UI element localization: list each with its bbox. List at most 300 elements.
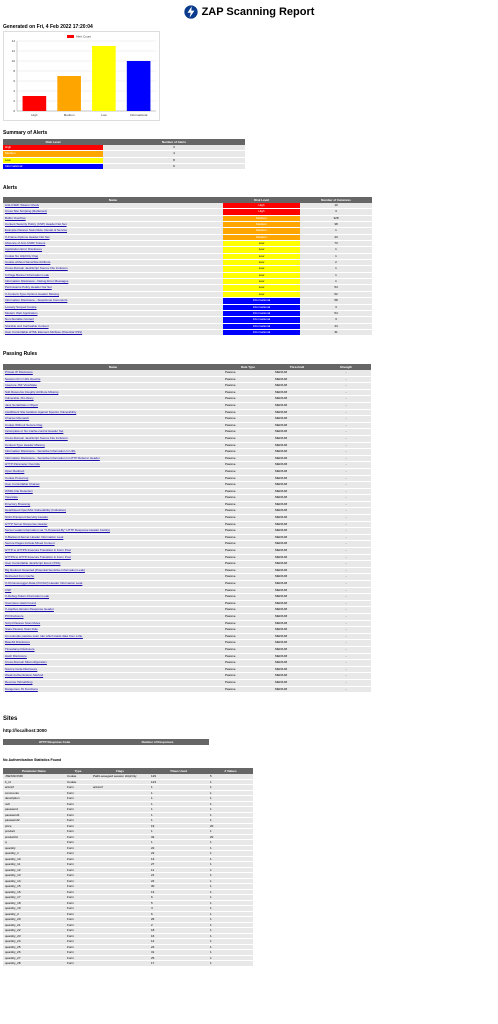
rule-type-cell: Passive	[223, 370, 273, 376]
rule-strength-cell: -	[321, 376, 371, 383]
rule-threshold-cell: MEDIUM	[273, 376, 321, 383]
rule-type-cell: Passive	[223, 673, 273, 680]
rule-strength-cell: -	[321, 554, 371, 561]
rule-type-cell: Passive	[223, 515, 273, 522]
rule-name-link[interactable]: Java Serialization Object	[3, 402, 223, 409]
rule-name-link[interactable]: Heartbleed OpenSSL Vulnerability (Indicative)	[3, 508, 223, 515]
param-values-cell: 1	[208, 884, 253, 890]
rule-strength-cell: -	[321, 475, 371, 482]
param-values-cell: 1	[208, 856, 253, 862]
rule-threshold-cell: MEDIUM	[273, 673, 321, 680]
param-values-cell: 1	[208, 801, 253, 807]
rule-name-link[interactable]: Sub Resource Integrity Attribute Missing	[3, 389, 223, 396]
rule-strength-cell: -	[321, 686, 371, 693]
rule-name-link[interactable]: Strict-Transport-Security Header	[3, 515, 223, 522]
rule-strength-cell: -	[321, 600, 371, 607]
rule-strength-cell: -	[321, 488, 371, 495]
risk-level-cell: Informational	[3, 164, 103, 170]
alert-risk-cell: Medium	[223, 228, 300, 234]
alert-name-link[interactable]: Buffer Overflow	[3, 215, 223, 221]
passing-rule-row	[3, 640, 371, 647]
param-name-cell: quantity_17	[3, 895, 65, 901]
rule-name-link[interactable]: X-Backend-Server Header Information Leak	[3, 534, 223, 541]
rule-name-link[interactable]: Cross-Domain JavaScript Source File Inclusion	[3, 435, 223, 442]
rule-threshold-cell: MEDIUM	[273, 449, 321, 456]
rule-name-link[interactable]: Hash Disclosure	[3, 653, 223, 660]
rule-threshold-cell: MEDIUM	[273, 561, 321, 568]
rule-type-cell: Passive	[223, 435, 273, 442]
param-type-cell: Form	[65, 845, 91, 851]
passing-rules-heading: Passing Rules	[3, 351, 38, 357]
rule-name-link[interactable]: Charset Mismatch	[3, 416, 223, 423]
rule-strength-cell: -	[321, 468, 371, 475]
rule-name-link[interactable]: Cookie Poisoning	[3, 475, 223, 482]
rule-name-link[interactable]: Base64 Disclosure	[3, 640, 223, 647]
generated-date: Generated on Fri, 4 Feb 2022 17:20:04	[3, 24, 93, 30]
rule-type-cell: Passive	[223, 653, 273, 660]
alert-name-link[interactable]: Anti-CSRF Tokens Check	[3, 203, 223, 209]
passing-rule-row	[3, 633, 371, 640]
alert-risk-cell: Informational	[223, 329, 300, 335]
passing-rule-row	[3, 607, 371, 614]
alerts-col-name: Name	[3, 197, 223, 203]
param-type-cell: Form	[65, 961, 91, 967]
rule-strength-cell: -	[321, 541, 371, 548]
alert-name-link[interactable]: Cross Site Scripting (Reflected)	[3, 209, 223, 215]
rule-type-cell: Passive	[223, 416, 273, 423]
param-times-used-cell: 18	[149, 928, 208, 934]
param-name-cell: b_id	[3, 779, 65, 785]
rule-name-link[interactable]: Incomplete or No Cache-control Header Set	[3, 429, 223, 436]
site-url: http://localhost:3000	[3, 728, 47, 733]
summary-col-risk: Risk Level	[3, 139, 103, 145]
rule-name-link[interactable]: CSP	[3, 587, 223, 594]
alert-name-link[interactable]: Information Disclosure - Suspicious Comments	[3, 298, 223, 304]
rule-type-cell: Passive	[223, 666, 273, 673]
alert-name-link[interactable]: Loosely Scoped Cookie	[3, 304, 223, 310]
rule-name-link[interactable]: Source Code Disclosure	[3, 666, 223, 673]
rule-name-link[interactable]: An example passive scan rule which loads data from a file.	[3, 633, 223, 640]
rule-name-link[interactable]: HTTP Server Response Header	[3, 521, 223, 528]
rule-name-link[interactable]: User Controllable JavaScript Event (XSS)	[3, 561, 223, 568]
alert-risk-cell: Low	[223, 291, 300, 297]
param-times-used-cell: 19	[149, 823, 208, 829]
rule-threshold-cell: MEDIUM	[273, 600, 321, 607]
rule-name-link[interactable]: PII Disclosure	[3, 613, 223, 620]
rule-strength-cell: -	[321, 383, 371, 390]
param-type-cell: Form	[65, 867, 91, 873]
rule-type-cell: Passive	[223, 383, 273, 390]
rule-threshold-cell: MEDIUM	[273, 370, 321, 376]
alert-count-chart	[3, 31, 160, 121]
rule-strength-cell: -	[321, 449, 371, 456]
rule-threshold-cell: MEDIUM	[273, 402, 321, 409]
y-tick-label: 10	[11, 59, 15, 63]
rule-type-cell: Passive	[223, 646, 273, 653]
rule-strength-cell: -	[321, 633, 371, 640]
rule-threshold-cell: MEDIUM	[273, 554, 321, 561]
params-col-used: Times Used	[149, 768, 208, 774]
param-values-cell: 20	[208, 823, 253, 829]
param-name-cell: quantity_23	[3, 933, 65, 939]
y-tick-label: 14	[11, 39, 15, 43]
param-name-cell: quantity_19	[3, 906, 65, 912]
x-tick-label: High	[31, 113, 38, 117]
rule-threshold-cell: MEDIUM	[273, 409, 321, 416]
param-type-cell: Form	[65, 812, 91, 818]
rule-name-link[interactable]: Server Leaks Information via "X-Powered-By" HTTP Response Header Field(s)	[3, 528, 223, 535]
passing-rule-row	[3, 679, 371, 686]
rule-name-link[interactable]: Cookie Without Secure Flag	[3, 422, 223, 429]
rule-threshold-cell: MEDIUM	[273, 613, 321, 620]
param-values-cell: 1	[208, 961, 253, 967]
param-times-used-cell: 2	[149, 922, 208, 928]
alert-instances-cell: 44	[300, 323, 372, 329]
rule-strength-cell: -	[321, 416, 371, 423]
rule-name-link[interactable]: HTTPS to HTTP Insecure Transition in Form Post	[3, 554, 223, 561]
response-col-code: HTTP Response Code	[3, 739, 106, 745]
passing-rule-row	[3, 541, 371, 548]
alert-risk-cell: High	[223, 203, 300, 209]
alert-instances-cell: 58	[300, 298, 372, 304]
rule-threshold-cell: MEDIUM	[273, 508, 321, 515]
passing-rule-row	[3, 587, 371, 594]
rule-type-cell: Passive	[223, 462, 273, 469]
rule-strength-cell: -	[321, 396, 371, 403]
param-name-cell: price	[3, 823, 65, 829]
alert-risk-cell: Medium	[223, 234, 300, 240]
param-values-cell: 1	[208, 862, 253, 868]
zap-logo-icon	[184, 5, 198, 19]
rule-strength-cell: -	[321, 508, 371, 515]
param-name-cell: quantity_16	[3, 889, 65, 895]
param-type-cell: Form	[65, 851, 91, 857]
alert-name-link[interactable]: Cookie without SameSite Attribute	[3, 260, 223, 266]
param-type-cell: Form	[65, 917, 91, 923]
param-values-cell: 1	[208, 917, 253, 923]
alert-risk-cell: High	[223, 209, 300, 215]
alert-name-link[interactable]: X-Content-Type-Options Header Missing	[3, 291, 223, 297]
alert-name-link[interactable]: Content Security Policy (CSP) Header Not Set	[3, 222, 223, 228]
param-values-cell: 1	[208, 889, 253, 895]
rule-name-link[interactable]: Information Disclosure - Sensitive Information in URL	[3, 449, 223, 456]
param-name-cell: q	[3, 840, 65, 846]
rule-strength-cell: -	[321, 620, 371, 627]
alert-instances-cell: 3	[300, 304, 372, 310]
alert-instances-cell: 1	[300, 272, 372, 278]
param-values-cell: 1	[208, 895, 253, 901]
param-values-cell: 1	[208, 796, 253, 802]
rule-threshold-cell: MEDIUM	[273, 633, 321, 640]
param-name-cell: quantity_28	[3, 961, 65, 967]
rule-name-link[interactable]: HTTP Parameter Override	[3, 462, 223, 469]
passing-rule-row	[3, 462, 371, 469]
alert-instances-cell: 1	[300, 247, 372, 253]
alert-name-link[interactable]: Cookie No HttpOnly Flag	[3, 253, 223, 259]
alert-instances-cell: 54	[300, 310, 372, 316]
rule-type-cell: Passive	[223, 620, 273, 627]
rule-name-link[interactable]: Session ID in URL Rewrite	[3, 376, 223, 383]
param-name-cell: quantity_1	[3, 851, 65, 857]
rule-name-link[interactable]: HTTP to HTTPS Insecure Transition in Form Post	[3, 548, 223, 555]
rule-type-cell: Passive	[223, 501, 273, 508]
param-type-cell: Cookie	[65, 779, 91, 785]
alert-risk-cell: Low	[223, 279, 300, 285]
alert-name-link[interactable]: Permissions Policy Header Not Set	[3, 285, 223, 291]
rule-threshold-cell: MEDIUM	[273, 640, 321, 647]
rule-name-link[interactable]: Content-Type Header Missing	[3, 442, 223, 449]
parameter-row	[3, 961, 253, 967]
alert-count-cell: 4	[103, 151, 245, 157]
param-type-cell: Form	[65, 807, 91, 813]
rule-type-cell: Passive	[223, 640, 273, 647]
alert-risk-cell: Low	[223, 266, 300, 272]
rule-threshold-cell: MEDIUM	[273, 607, 321, 614]
rule-type-cell: Passive	[223, 396, 273, 403]
alert-name-link[interactable]: Example Passive Scan Rule: Denial of Service	[3, 228, 223, 234]
rule-type-cell: Passive	[223, 521, 273, 528]
param-times-used-cell: 17	[149, 961, 208, 967]
param-type-cell: Form	[65, 884, 91, 890]
param-type-cell: Form	[65, 801, 91, 807]
passing-rule-row	[3, 594, 371, 601]
param-type-cell: Form	[65, 873, 91, 879]
rule-strength-cell: -	[321, 501, 371, 508]
rule-threshold-cell: MEDIUM	[273, 521, 321, 528]
passing-rule-row	[3, 515, 371, 522]
rule-threshold-cell: MEDIUM	[273, 488, 321, 495]
chart-bar	[57, 76, 81, 111]
alert-instances-cell: 328	[300, 215, 372, 221]
alert-instances-cell: 1	[300, 279, 372, 285]
param-flags-cell: anticsrf	[91, 785, 149, 791]
alert-name-link[interactable]: Application Error Disclosure	[3, 247, 223, 253]
param-values-cell: 1	[208, 851, 253, 857]
param-times-used-cell: 6	[149, 895, 208, 901]
param-values-cell: 1	[208, 955, 253, 961]
alert-risk-cell: Informational	[223, 323, 300, 329]
alert-name-link[interactable]: X-Frame-Options Header Not Set	[3, 234, 223, 240]
alert-name-link[interactable]: Storable and Cacheable Content	[3, 323, 223, 329]
param-name-cell: product	[3, 829, 65, 835]
passing-rule-row	[3, 567, 371, 574]
param-times-used-cell: 21	[149, 873, 208, 879]
param-values-cell: 1	[208, 906, 253, 912]
param-name-cell: quantity_26	[3, 950, 65, 956]
rule-threshold-cell: MEDIUM	[273, 541, 321, 548]
param-type-cell: Form	[65, 796, 91, 802]
rule-type-cell: Passive	[223, 600, 273, 607]
rule-threshold-cell: MEDIUM	[273, 587, 321, 594]
rule-type-cell: Passive	[223, 422, 273, 429]
param-type-cell: Form	[65, 944, 91, 950]
alert-risk-cell: Informational	[223, 317, 300, 323]
param-times-used-cell: 22	[149, 851, 208, 857]
param-times-used-cell: 5	[149, 900, 208, 906]
rule-type-cell: Passive	[223, 528, 273, 535]
rule-name-link[interactable]: Insecure JSF ViewState	[3, 383, 223, 390]
rule-name-link[interactable]: Script Passive Scan Rules	[3, 620, 223, 627]
rule-strength-cell: -	[321, 561, 371, 568]
rule-strength-cell: -	[321, 370, 371, 376]
no-auth-message: No Authentication Statistics Found	[3, 758, 62, 762]
alert-name-link[interactable]: Cross-Domain JavaScript Source File Inclusion	[3, 266, 223, 272]
param-values-cell: 1	[208, 878, 253, 884]
alert-name-link[interactable]: Absence of Anti-CSRF Tokens	[3, 241, 223, 247]
passing-rule-row	[3, 521, 371, 528]
rule-name-link[interactable]: Insufficient Site Isolation Against Spectre Vulnerability	[3, 409, 223, 416]
rule-strength-cell: -	[321, 442, 371, 449]
param-times-used-cell: 4	[149, 906, 208, 912]
alerts-heading: Alerts	[3, 185, 18, 191]
param-times-used-cell: 32	[149, 834, 208, 840]
param-times-used-cell: 129	[149, 774, 208, 779]
rule-strength-cell: -	[321, 646, 371, 653]
passing-col-strength: Strength	[321, 364, 371, 370]
rule-name-link[interactable]: Vulnerable JS Library	[3, 396, 223, 403]
rule-type-cell: Passive	[223, 475, 273, 482]
rule-name-link[interactable]: Open Redirect	[3, 468, 223, 475]
rule-strength-cell: -	[321, 567, 371, 574]
rule-name-link[interactable]: Secure Pages Include Mixed Content	[3, 541, 223, 548]
rule-threshold-cell: MEDIUM	[273, 429, 321, 436]
rule-threshold-cell: MEDIUM	[273, 574, 321, 581]
param-name-cell: password1	[3, 812, 65, 818]
rule-strength-cell: -	[321, 594, 371, 601]
rule-threshold-cell: MEDIUM	[273, 442, 321, 449]
rule-threshold-cell: MEDIUM	[273, 627, 321, 634]
alert-name-link[interactable]: Modern Web Application	[3, 310, 223, 316]
rule-strength-cell: -	[321, 409, 371, 416]
rule-threshold-cell: MEDIUM	[273, 653, 321, 660]
param-type-cell: Cookie	[65, 774, 91, 779]
param-name-cell: password2	[3, 818, 65, 824]
rule-name-link[interactable]: Reverse Tabnabbing	[3, 679, 223, 686]
passing-rule-row	[3, 561, 371, 568]
param-type-cell: Form	[65, 906, 91, 912]
param-type-cell: Form	[65, 950, 91, 956]
rule-threshold-cell: MEDIUM	[273, 534, 321, 541]
rule-strength-cell: -	[321, 660, 371, 667]
passing-rule-row	[3, 488, 371, 495]
alert-risk-cell: Low	[223, 285, 300, 291]
rule-name-link[interactable]: Username Hash Found	[3, 600, 223, 607]
passing-rule-row	[3, 528, 371, 535]
alert-row	[3, 329, 372, 335]
rule-type-cell: Passive	[223, 508, 273, 515]
rule-name-link[interactable]: X-Debug-Token Information Leak	[3, 594, 223, 601]
rule-type-cell: Passive	[223, 587, 273, 594]
rule-name-link[interactable]: Stats Passive Scan Rule	[3, 627, 223, 634]
param-times-used-cell: 1	[149, 829, 208, 835]
params-col-values: # Values	[208, 768, 253, 774]
rule-strength-cell: -	[321, 653, 371, 660]
rule-threshold-cell: MEDIUM	[273, 567, 321, 574]
alert-name-link[interactable]: In Page Banner Information Leak	[3, 272, 223, 278]
rule-threshold-cell: MEDIUM	[273, 515, 321, 522]
summary-col-count: Number of Alerts	[103, 139, 245, 145]
param-type-cell: Form	[65, 785, 91, 791]
passing-rule-row	[3, 686, 371, 693]
rule-type-cell: Passive	[223, 686, 273, 693]
rule-name-link[interactable]: Timestamp Disclosure	[3, 646, 223, 653]
rule-type-cell: Passive	[223, 567, 273, 574]
passing-rule-row	[3, 442, 371, 449]
param-name-cell: JSESSIONID	[3, 774, 65, 779]
param-type-cell: Form	[65, 834, 91, 840]
rule-type-cell: Passive	[223, 613, 273, 620]
sites-heading: Sites	[3, 716, 18, 722]
param-times-used-cell: 30	[149, 884, 208, 890]
rule-name-link[interactable]: Private IP Disclosure	[3, 370, 223, 376]
param-type-cell: Form	[65, 878, 91, 884]
rule-threshold-cell: MEDIUM	[273, 435, 321, 442]
param-type-cell: Form	[65, 895, 91, 901]
rule-type-cell: Passive	[223, 376, 273, 383]
param-times-used-cell: 1	[149, 796, 208, 802]
alert-name-link[interactable]: Non-Storable Content	[3, 317, 223, 323]
passing-rule-row	[3, 449, 371, 456]
rule-type-cell: Passive	[223, 429, 273, 436]
rule-type-cell: Passive	[223, 607, 273, 614]
rule-strength-cell: -	[321, 495, 371, 502]
rule-name-link[interactable]: Big Redirect Detected (Potential Sensitive Information Leak)	[3, 567, 223, 574]
alert-count-cell: 8	[103, 157, 245, 163]
rule-strength-cell: -	[321, 673, 371, 680]
param-values-cell: 20	[208, 834, 253, 840]
rule-strength-cell: -	[321, 587, 371, 594]
rule-name-link[interactable]: X-ChromeLogger-Data (XCOLD) Header Information Leak	[3, 581, 223, 588]
alert-instances-cell: 3	[300, 317, 372, 323]
rule-strength-cell: -	[321, 482, 371, 489]
param-times-used-cell: 26	[149, 917, 208, 923]
rule-name-link[interactable]: WSDL File Detection	[3, 488, 223, 495]
alert-name-link[interactable]: User Controllable HTML Element Attribute (Potential XSS)	[3, 329, 223, 335]
rule-threshold-cell: MEDIUM	[273, 548, 321, 555]
rule-name-link[interactable]: Cross-Domain Misconfiguration	[3, 660, 223, 667]
param-name-cell: description	[3, 796, 65, 802]
rule-threshold-cell: MEDIUM	[273, 383, 321, 390]
rule-name-link[interactable]: Retrieved from Cache	[3, 574, 223, 581]
alert-count-cell: 3	[103, 145, 245, 151]
rule-type-cell: Passive	[223, 679, 273, 686]
passing-rule-row	[3, 422, 371, 429]
rule-name-link[interactable]: Dangerous JS Functions	[3, 686, 223, 693]
response-codes-table	[3, 739, 209, 745]
param-type-cell: Form	[65, 955, 91, 961]
alert-name-link[interactable]: Information Disclosure - Debug Error Messages	[3, 279, 223, 285]
passing-rule-row	[3, 646, 371, 653]
rule-name-link[interactable]: Weak Authentication Method	[3, 673, 223, 680]
param-times-used-cell: 1	[149, 785, 208, 791]
rule-threshold-cell: MEDIUM	[273, 594, 321, 601]
passing-rule-row	[3, 435, 371, 442]
alerts-col-risk: Risk Level	[223, 197, 300, 203]
rule-name-link[interactable]: Directory Browsing	[3, 501, 223, 508]
param-times-used-cell: 11	[149, 867, 208, 873]
alert-risk-cell: Medium	[223, 222, 300, 228]
rule-name-link[interactable]: Information Disclosure - Sensitive Information in HTTP Referrer Header	[3, 455, 223, 462]
param-name-cell: quantity_21	[3, 922, 65, 928]
alert-risk-cell: Informational	[223, 298, 300, 304]
param-times-used-cell: 27	[149, 862, 208, 868]
passing-rule-row	[3, 613, 371, 620]
passing-rule-row	[3, 548, 371, 555]
rule-name-link[interactable]: User Controllable Charset	[3, 482, 223, 489]
rule-name-link[interactable]: X-AspNet-Version Response Header	[3, 607, 223, 614]
rule-threshold-cell: MEDIUM	[273, 528, 321, 535]
rule-name-link[interactable]: Viewstate	[3, 495, 223, 502]
